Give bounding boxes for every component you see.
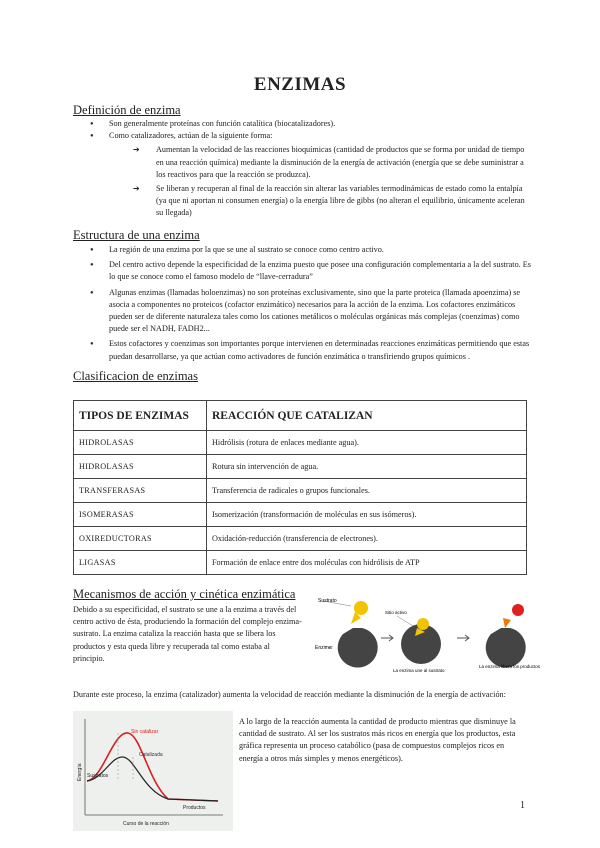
table-header-row xyxy=(74,401,527,431)
substrate-shape xyxy=(351,601,368,624)
table-cell: OXIREDUCTORAS xyxy=(74,527,207,551)
activation-paragraph: Durante este proceso, la enzima (catalizador) aumenta la velocidad de reacción mediante la disminución de la energía de activación: xyxy=(73,690,506,699)
enzyme-shape xyxy=(338,628,378,668)
list-item: ● Son generalmente proteínas con función catalítica (biocatalizadores). xyxy=(73,118,533,130)
label-no-catalyst: Sin catalizar xyxy=(131,729,159,735)
table-row xyxy=(74,503,527,527)
table-cell: HIDROLASAS xyxy=(74,431,207,455)
table-header: TIPOS DE ENZIMAS xyxy=(74,401,207,431)
energy-graph xyxy=(73,711,233,831)
product-shape xyxy=(512,604,524,616)
table-cell: Oxidación-reducción (transferencia de electrones). xyxy=(207,527,527,551)
page-number: 1 xyxy=(520,800,525,811)
mechanism-paragraph: Debido a su especificidad, el sustrato se une a la enzima a través del centro activo de ésta, produciendo la formación del complejo enzima-sustrato. La enzima cataliza la reacción hasta que se libera los productos y esta queda libre y recuperada tal como estaba al principio. xyxy=(73,605,302,663)
arrow-list xyxy=(109,144,533,219)
table-cell: LIGASAS xyxy=(74,551,207,575)
arrow-icon xyxy=(457,635,469,641)
label-reactants: Sustratos xyxy=(87,773,109,779)
arrow-item: ➔ Aumentan la velocidad de las reacciones bioquímicas (cantidad de productos que se forma por unidad de tiempo en una reacción química) mediante la disminución de la energía de activación (energía que se debe suministrar a los reactivos para que la reacción se produzca). xyxy=(109,144,533,181)
table-cell: Isomerización (transformación de moléculas en sus isómeros). xyxy=(207,503,527,527)
label-catalyzed: Catalizada xyxy=(139,752,163,758)
product-shape xyxy=(503,618,511,628)
label-enzyme: Enzima xyxy=(315,645,332,651)
section-heading-definicion: Definición de enzima xyxy=(73,103,181,117)
list-item: ● Algunas enzimas (llamadas holoenzimas) no son proteínas exclusivamente, sino que la parte proteica (llamada apoenzima) se asocia a componentes no proteicos (cofactor enzimático) necesarios para la acción de la enzima. Los cofactores enzimáticos pueden ser de diferente naturaleza tales como los cationes metálicos o moléculas orgánicas más complejas (coenzimas) como puede ser el NADH, FADH2... xyxy=(73,287,533,336)
label-released: La enzima libera los productos xyxy=(479,664,541,669)
table-cell: Rotura sin intervención de agua. xyxy=(207,455,527,479)
page-title: ENZIMAS xyxy=(253,74,347,95)
arrow-item: ➔ Se liberan y recuperan al final de la reacción sin alterar las variables termodinámicas de estado como la entalpía (ya que ni aportan ni consumen energía) o la energía libre de gibbs (no alteran el equilibrio, únicamente aceleran su llegada) xyxy=(109,183,533,220)
label-products: Productos xyxy=(183,805,206,811)
label-substrate: Sustrato xyxy=(318,598,337,604)
list-item xyxy=(73,130,533,219)
catabolic-paragraph: A lo largo de la reacción aumenta la cantidad de producto mientras que disminuye la cantidad de sustrato. Al ser los sustratos más ricos en energía que los productos, esta gráfica representa un proceso catabólico (pasa de compuestos complejos ricos en energía a otros más simples y menos energéticos). xyxy=(239,717,516,763)
section-heading-estructura: Estructura de una enzima xyxy=(73,228,200,242)
table-cell: Formación de enlace entre dos moléculas con hidrólisis de ATP xyxy=(207,551,527,575)
list-item: ● Estos cofactores y coenzimas son importantes porque intervienen en determinadas reacciones enzimáticas permitiendo que estas puedan desarrollarse, ya que actúan como activadores de función enzimática o transfiriendo grupos químicos . xyxy=(73,338,533,362)
x-axis-label: Curso de la reacción xyxy=(123,821,169,827)
section-heading-clasificacion: Clasificacion de enzimas xyxy=(73,369,198,383)
label-active-site-line: Sitio activo xyxy=(385,610,407,615)
enzyme-shape xyxy=(486,628,526,668)
definicion-list xyxy=(73,118,533,222)
table-row xyxy=(74,431,527,455)
table-row xyxy=(74,455,527,479)
enzyme-substrate-diagram xyxy=(313,596,541,678)
table-cell: ISOMERASAS xyxy=(74,503,207,527)
table-row xyxy=(74,551,527,575)
table-cell: Hidrólisis (rotura de enlaces mediante agua). xyxy=(207,431,527,455)
table-header: REACCIÓN QUE CATALIZAN xyxy=(207,401,527,431)
table-cell: Transferencia de radicales o grupos funcionales. xyxy=(207,479,527,503)
list-item-text: Como catalizadores, actúan de la siguiente forma: xyxy=(109,131,273,141)
enzyme-table xyxy=(73,400,527,575)
list-item: ● La región de una enzima por la que se une al sustrato se conoce como centro activo. xyxy=(73,244,533,256)
list-item: ● Del centro activo depende la especificidad de la enzima puesto que posee una configuración complementaria a la del sustrato. Es lo que se conoce como el famoso modelo de “llave-cerradura” xyxy=(73,259,533,283)
table-row xyxy=(74,527,527,551)
label-active-site xyxy=(385,610,407,615)
estructura-list xyxy=(73,244,533,363)
y-axis-label: Energía xyxy=(77,763,83,781)
table-cell: TRANSFERASAS xyxy=(74,479,207,503)
table-cell: HIDROLASAS xyxy=(74,455,207,479)
arrow-icon xyxy=(381,635,393,641)
label-complex: La enzima une al sustrato xyxy=(393,668,445,673)
section-heading-mecanismos: Mecanismos de acción y cinética enzimática xyxy=(73,587,296,601)
table-row xyxy=(74,479,527,503)
